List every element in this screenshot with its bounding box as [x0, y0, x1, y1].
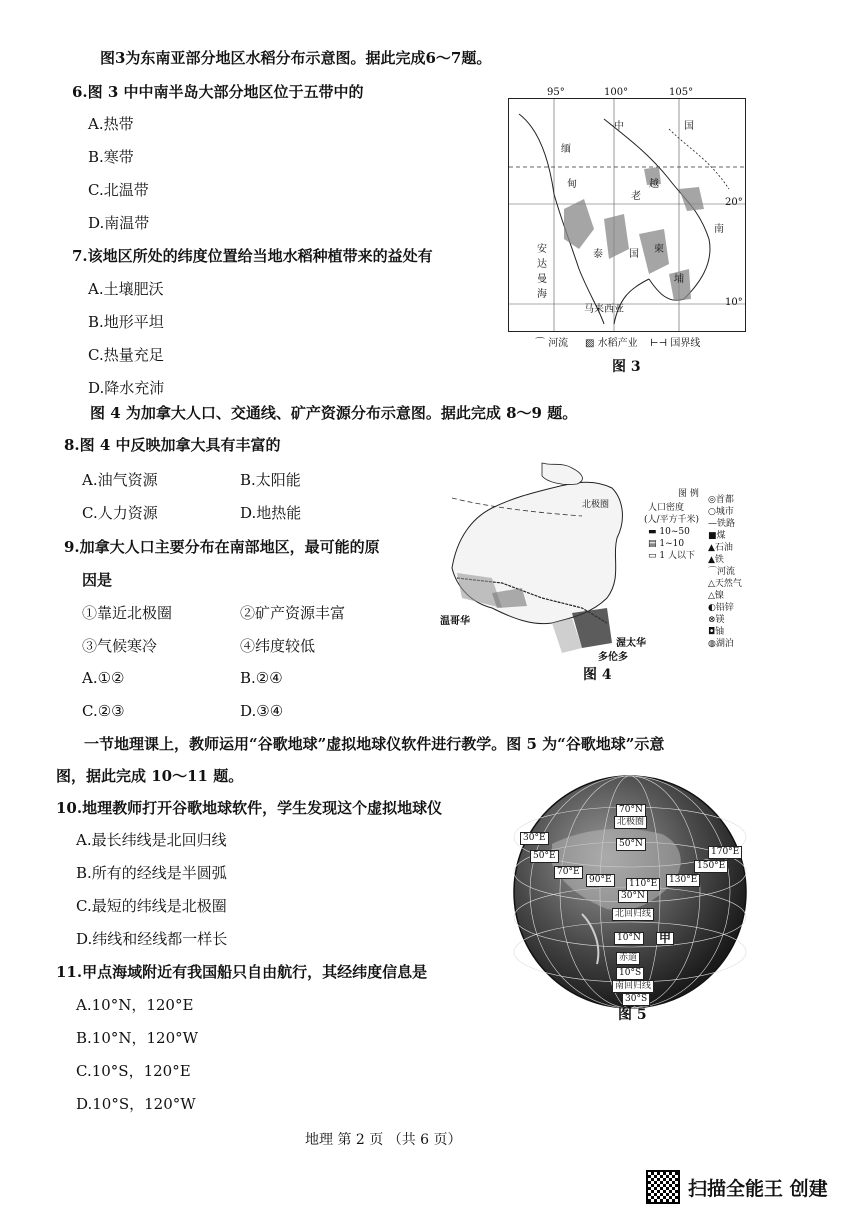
label-mian: 缅: [561, 144, 571, 155]
question-7-stem: 7.该地区所处的纬度位置给当地水稻种植带来的益处有: [72, 247, 433, 265]
globe-label-110e: 110°E: [626, 878, 660, 891]
q6-option-d: D.南温带: [88, 214, 150, 232]
q7-option-b: B.地形平坦: [88, 313, 164, 331]
fig4-legend-oil: ▲石油: [708, 543, 733, 553]
q9-option-d: D.③④: [240, 702, 284, 720]
label-yue: 越: [649, 179, 659, 190]
fig3-legend-border: ⊢⊣ 国界线: [650, 338, 701, 349]
q10-option-b: B.所有的经线是半圆弧: [76, 864, 227, 882]
intro-fig5-line1: 一节地理课上，教师运用“谷歌地球”虚拟地球仪软件进行教学。图 5 为“谷歌地球”示意: [84, 735, 665, 753]
q9-item-2: ②矿产资源丰富: [240, 604, 346, 622]
fig3-legend-rice: ▨ 水稻产业: [585, 338, 638, 349]
question-9-stem-1: 9.加拿大人口主要分布在南部地区，最可能的原: [64, 538, 380, 556]
fig4-legend-lake: ◍湖泊: [708, 639, 734, 649]
globe-label-50n: 50°N: [616, 838, 646, 851]
globe-label-70e: 70°E: [554, 866, 583, 879]
fig4-legend-railway: —铁路: [708, 519, 736, 529]
label-malaysia: 马来西亚: [584, 304, 624, 315]
globe-label-50e: 50°E: [530, 850, 559, 863]
page-footer: 地理 第 2 页 （共 6 页）: [305, 1132, 462, 1148]
label-tai: 泰: [593, 249, 603, 260]
q9-item-4: ④纬度较低: [240, 637, 316, 655]
q7-option-c: C.热量充足: [88, 346, 164, 364]
fig4-legend-river: ⌒河流: [708, 567, 736, 577]
figure-5-caption: 图 5: [618, 1007, 647, 1023]
intro-fig3: 图3为东南亚部分地区水稻分布示意图。据此完成6～7题。: [100, 49, 492, 67]
label-hai: 海: [537, 289, 547, 300]
label-an: 安: [537, 244, 547, 255]
fig3-legend-river: ⌒ 河流: [535, 338, 569, 349]
q6-option-b: B.寒带: [88, 148, 134, 166]
city-toronto: 多伦多: [598, 652, 628, 663]
globe-label-70n: 70°N: [616, 804, 646, 817]
label-man: 曼: [537, 274, 547, 285]
globe-label-10s: 10°S: [616, 967, 644, 980]
lon-label-100: 100°: [604, 87, 629, 98]
fig4-legend-iron: ▲铁: [708, 555, 724, 565]
q6-option-a: A.热带: [88, 115, 134, 133]
fig4-legend-capital: ◎首都: [708, 495, 734, 505]
fig4-legend-coal: ■煤: [708, 531, 726, 541]
scanner-watermark: [646, 1170, 828, 1204]
q11-option-d: D.10°S，120°W: [76, 1095, 196, 1113]
q10-option-a: A.最长纬线是北回归线: [76, 831, 227, 849]
qr-code-icon: [646, 1170, 680, 1204]
lon-label-105: 105°: [669, 87, 694, 98]
fig4-legend-10-50: ▬ 10~50: [648, 527, 690, 537]
figure-4-caption: 图 4: [583, 667, 612, 683]
globe-label-tropic-capricorn: 南回归线: [612, 980, 654, 993]
q7-option-d: D.降水充沛: [88, 379, 165, 397]
q9-item-1: ①靠近北极圈: [82, 604, 173, 622]
globe-label-130e: 130°E: [666, 874, 700, 887]
label-dian: 甸: [567, 179, 577, 190]
label-jian: 柬: [654, 244, 664, 255]
q11-option-a: A.10°N，120°E: [76, 996, 194, 1014]
label-da: 达: [537, 259, 547, 270]
q6-option-c: C.北温带: [88, 181, 149, 199]
fig4-legend-city: ○城市: [708, 507, 734, 517]
lat-label-20: 20°: [725, 197, 743, 208]
question-6-stem: 6.图 3 中中南半岛大部分地区位于五带中的: [72, 83, 364, 101]
fig4-legend-unit: (人/平方千米): [644, 515, 700, 525]
figure-5-globe: [512, 774, 748, 1010]
fig4-legend-gas: △天然气: [708, 579, 742, 589]
fig4-legend-1-10: ▤ 1~10: [648, 539, 685, 549]
lat-label-10: 10°: [725, 297, 743, 308]
city-ottawa: 渥太华: [616, 638, 646, 649]
watermark-text: 扫描全能王 创建: [688, 1177, 828, 1200]
fig4-legend-title: 图 例: [678, 489, 699, 499]
q8-option-c: C.人力资源: [82, 504, 158, 522]
question-8-stem: 8.图 4 中反映加拿大具有丰富的: [64, 436, 281, 454]
q10-option-c: C.最短的纬线是北极圈: [76, 897, 227, 915]
label-nan: 南: [714, 224, 724, 235]
figure-4-map: [432, 458, 742, 670]
globe-label-arctic: 北极圈: [614, 816, 647, 829]
intro-fig5-line2: 图，据此完成 10～11 题。: [56, 767, 244, 785]
globe-label-10n: 10°N: [614, 932, 644, 945]
lon-label-95: 95°: [547, 87, 565, 98]
q8-option-d: D.地热能: [240, 504, 302, 522]
fig4-legend-uranium: ◘铀: [708, 627, 725, 637]
q10-option-d: D.纬线和经线都一样长: [76, 930, 228, 948]
question-10-stem: 10.地理教师打开谷歌地球软件，学生发现这个虚拟地球仪: [56, 799, 443, 817]
q9-option-c: C.②③: [82, 702, 125, 720]
globe-label-90e: 90°E: [586, 874, 615, 887]
globe-label-tropic-cancer: 北回归线: [612, 908, 654, 921]
q9-item-3: ③气候寒冷: [82, 637, 158, 655]
q7-option-a: A.土壤肥沃: [88, 280, 164, 298]
fig4-legend-below-1: ▭ 1 人以下: [648, 551, 695, 561]
question-11-stem: 11.甲点海域附近有我国船只自由航行，其经纬度信息是: [56, 963, 428, 981]
intro-fig4: 图 4 为加拿大人口、交通线、矿产资源分布示意图。据此完成 8～9 题。: [90, 404, 578, 422]
globe-label-30s: 30°S: [622, 993, 650, 1006]
label-guo2: 国: [629, 249, 639, 260]
label-guo: 国: [684, 121, 694, 132]
q8-option-b: B.太阳能: [240, 471, 301, 489]
q11-option-c: C.10°S，120°E: [76, 1062, 191, 1080]
globe-label-170e: 170°E: [708, 846, 742, 859]
figure-3-caption: 图 3: [612, 359, 641, 375]
q8-option-a: A.油气资源: [82, 471, 158, 489]
fig4-legend-nickel: △镍: [708, 591, 724, 601]
city-vancouver: 温哥华: [440, 616, 470, 627]
globe-label-30e: 30°E: [520, 832, 549, 845]
q9-option-b: B.②④: [240, 669, 283, 687]
q11-option-b: B.10°N，120°W: [76, 1029, 199, 1047]
globe-label-150e: 150°E: [694, 860, 728, 873]
label-pu: 埔: [674, 274, 684, 285]
question-9-stem-2: 因是: [82, 571, 113, 589]
label-zhong: 中: [614, 121, 624, 132]
fig4-legend-density: 人口密度: [648, 503, 685, 513]
globe-label-30n: 30°N: [618, 890, 648, 903]
fig4-legend-leadzinc: ◐铅锌: [708, 603, 734, 613]
fig4-arctic-circle-label: 北极圈: [582, 500, 610, 510]
label-lao: 老: [631, 191, 641, 202]
globe-label-equator: 赤道: [616, 952, 640, 965]
fig4-legend-magnesium: ⊗镁: [708, 615, 725, 625]
q9-option-a: A.①②: [82, 669, 125, 687]
globe-point-jia: 甲: [656, 932, 674, 945]
figure-3-map: [508, 87, 746, 332]
